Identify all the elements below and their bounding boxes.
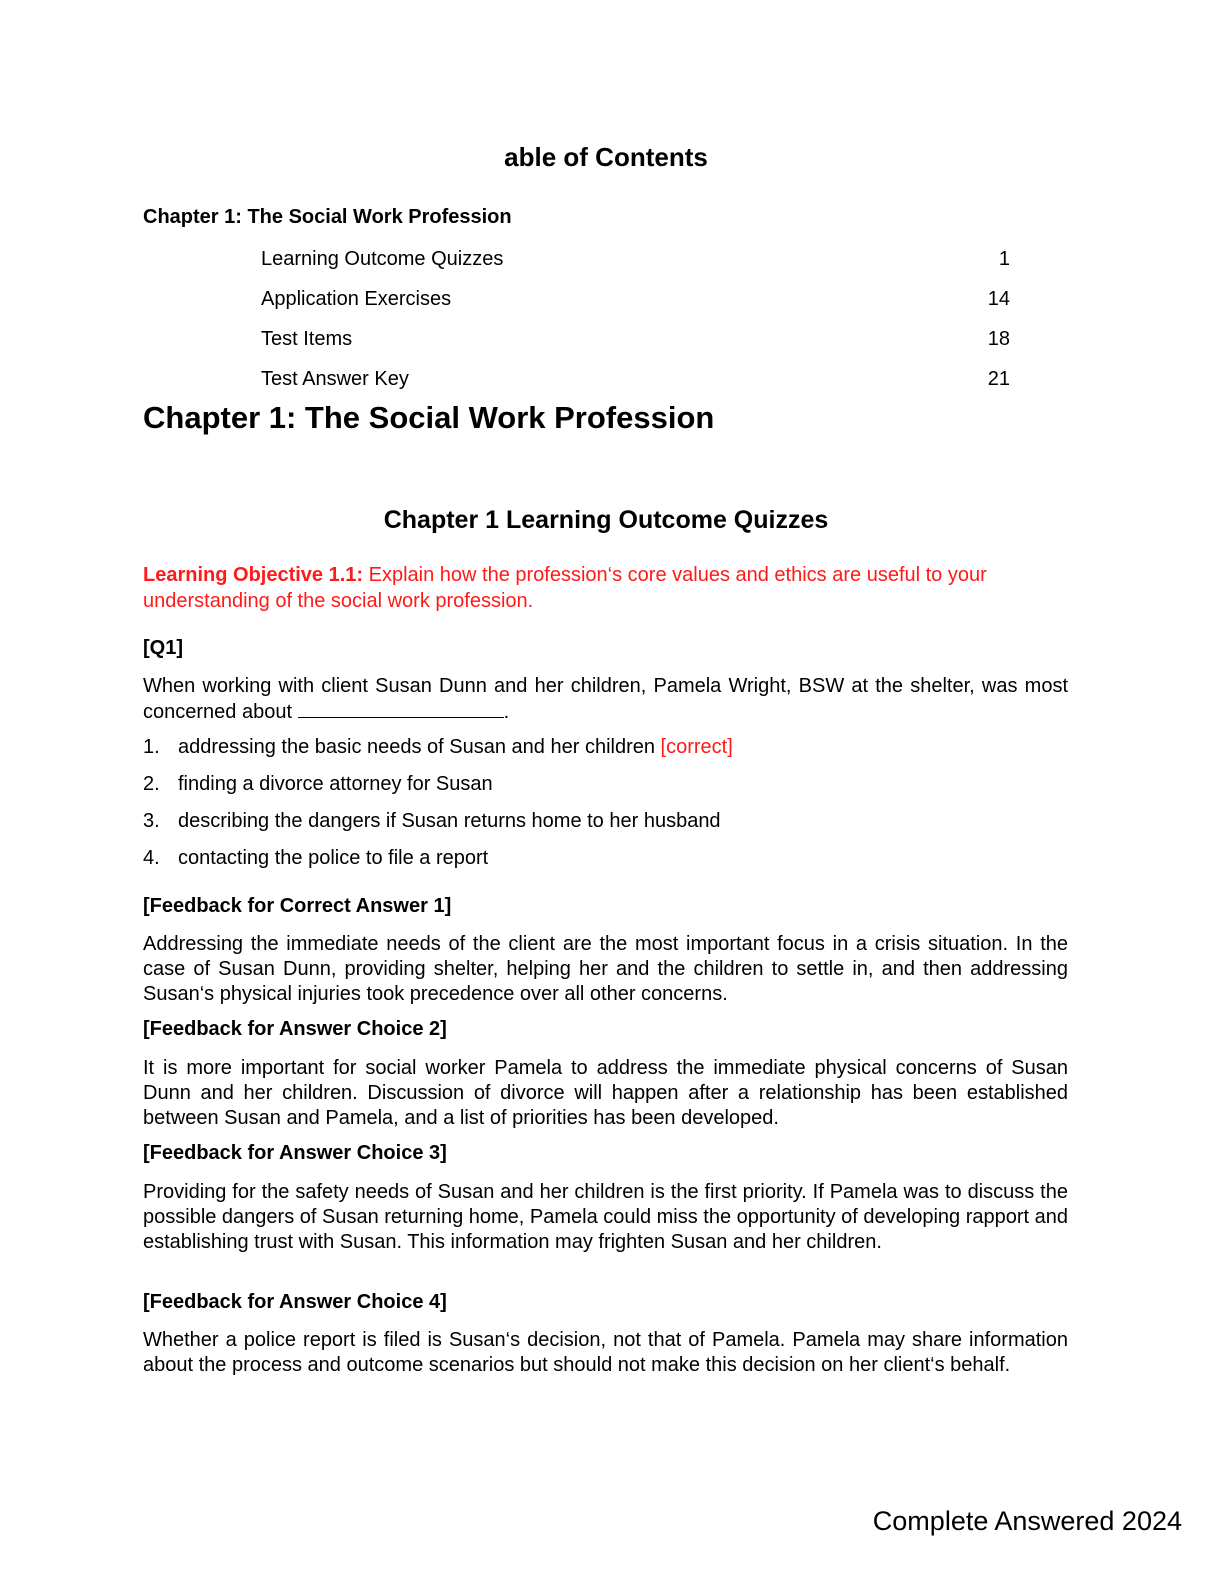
option-number: 3. <box>143 810 160 832</box>
question-stem-text: When working with client Susan Dunn and her children, Pamela Wright, BSW at the shelter, was most concerned about <box>143 675 1068 723</box>
feedback-heading: [Feedback for Answer Choice 4] <box>143 1291 447 1313</box>
option-text: describing the dangers if Susan returns home to her husband <box>178 810 721 832</box>
answer-option[interactable] <box>143 736 733 759</box>
footer-watermark: Complete Answered 2024 <box>872 1506 1182 1536</box>
toc-entry-label: Test Items <box>261 328 353 350</box>
correct-tag: [correct] <box>660 736 733 758</box>
toc-entry[interactable] <box>261 288 1010 314</box>
section-heading: Chapter 1 Learning Outcome Quizzes <box>383 506 829 534</box>
toc-entry[interactable] <box>261 248 1010 274</box>
question-label: [Q1] <box>143 637 183 659</box>
feedback-heading: [Feedback for Answer Choice 3] <box>143 1142 447 1164</box>
feedback-heading: [Feedback for Correct Answer 1] <box>143 895 452 917</box>
option-text: finding a divorce attorney for Susan <box>178 773 493 795</box>
answer-blank <box>298 699 504 718</box>
toc-entry-page: 21 <box>987 368 1010 390</box>
feedback-body: Providing for the safety needs of Susan and her children is the first priority. If Pamela was to discuss the possible dangers of Susan returning home, Pamela could miss the opportunity of developing rapport and establishing trust with Susan. This information may frighten Susan and her children. <box>143 1181 1069 1253</box>
toc-chapter-heading: Chapter 1: The Social Work Profession <box>143 206 512 228</box>
toc-entry[interactable] <box>261 368 1010 394</box>
learning-objective-label: Learning Objective 1.1: <box>143 564 364 586</box>
option-number: 2. <box>143 773 160 795</box>
question-stem <box>143 674 1068 725</box>
option-text: addressing the basic needs of Susan and her children <box>178 736 661 758</box>
toc-entry-label: Learning Outcome Quizzes <box>261 248 504 270</box>
chapter-heading: Chapter 1: The Social Work Profession <box>143 400 715 435</box>
learning-objective <box>143 562 1073 614</box>
answer-option[interactable] <box>143 773 493 796</box>
feedback-body: Addressing the immediate needs of the client are the most important focus in a crisis situation. In the case of Susan Dunn, providing shelter, helping her and the children to settle in, and then addressing Susan‘s physical injuries took precedence over all other concerns. <box>143 933 1068 1005</box>
feedback-body: Whether a police report is filed is Susan‘s decision, not that of Pamela. Pamela may share information about the process and outcome scenarios but should not make this decision on her client‘s behalf. <box>143 1329 1068 1376</box>
option-number: 1. <box>143 736 160 758</box>
feedback-body: It is more important for social worker Pamela to address the immediate physical concerns of Susan Dunn and her children. Discussion of divorce will happen after a relationship has been established between Susan and Pamela, and a list of priorities has been developed. <box>143 1057 1068 1129</box>
toc-entry-page: 1 <box>998 248 1010 270</box>
toc-title: able of Contents <box>504 142 708 172</box>
toc-entry-label: Test Answer Key <box>261 368 409 390</box>
learning-objective-text: Explain how the profession‘s core values and ethics are useful to your understanding of the social work profession. <box>143 564 987 612</box>
question-stem-end: . <box>503 701 510 723</box>
toc-entry-page: 18 <box>987 328 1010 350</box>
toc-entry[interactable] <box>261 328 1010 354</box>
toc-entry-page: 14 <box>987 288 1010 310</box>
toc-entry-label: Application Exercises <box>261 288 452 310</box>
feedback-heading: [Feedback for Answer Choice 2] <box>143 1018 447 1040</box>
option-text: contacting the police to file a report <box>178 847 489 869</box>
answer-option[interactable] <box>143 810 721 833</box>
answer-option[interactable] <box>143 847 488 870</box>
option-number: 4. <box>143 847 160 869</box>
